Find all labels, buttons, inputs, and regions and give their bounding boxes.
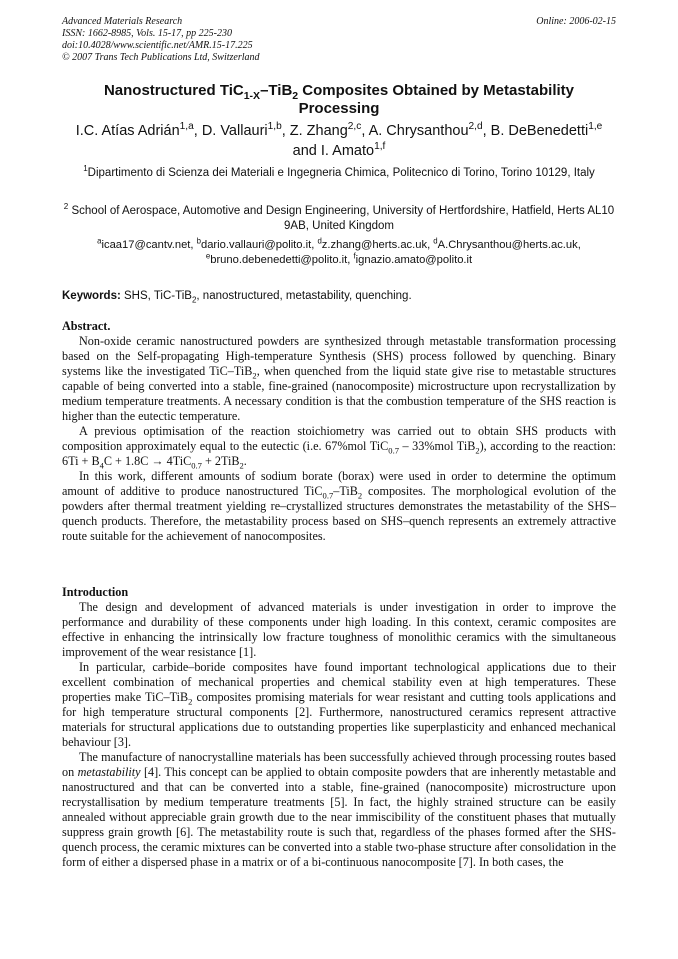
author: Z. Zhang$^{2,c}$,	[289, 121, 369, 139]
introduction-heading: Introduction	[62, 585, 129, 599]
introduction-paragraph: The manufacture of nanocrystalline materials has been successfully achieved through processing routes based on metastability [4]. This concept can be applied to obtain composite powders that are inherently metastable and nanostructured and that can be converted into a stable, fine-grained (nanocomposite) microstructure upon recrystallisation by medium temperature treatments [5]. In fact, the highly strained structure can be easily annealed without appreciable grain growth due to the near immiscibility of the constituent phases that mutually suppress grain growth [6]. The metastability route is such that, regardless of the phases formed after the SHS-quench process, the ceramic mixtures can be converted into a stable two-phase structure after consolidation in the form of either a dispersed phase in a matrix or of a bi-continuous nanocomposite [7]. In both cases, the	[62, 750, 617, 869]
email-link[interactable]: icaa17@cantv.net	[101, 239, 191, 251]
author: D. Vallauri$^{1,b}$,	[201, 121, 290, 139]
keywords: Keywords: SHS, TiC-TiB$_2$, nanostructured, metastability, quenching.	[62, 290, 412, 305]
keywords-label: Keywords:	[62, 290, 121, 302]
journal-header	[62, 16, 260, 64]
email-link[interactable]: ignazio.amato@polito.it	[355, 254, 473, 266]
author: I.C. Atías Adrián$^{1,a}$,	[75, 121, 202, 139]
email-list: $^a$icaa17@cantv.net, $^b$dario.vallauri@polito.it, $^d$z.zhang@herts.ac.uk, $^d$A.Chrysanthou@herts.ac.uk, $^e$bruno.debenedetti@polito.it, $^f$ignazio.amato@polito.it	[97, 236, 581, 266]
online-date: Online: 2006-02-15	[536, 16, 616, 27]
journal-doi: doi:10.4028/www.scientific.net/AMR.15-17.225	[62, 40, 253, 51]
email-link[interactable]: A.Chrysanthou@herts.ac.uk	[437, 239, 578, 251]
author: A. Chrysanthou$^{2,d}$,	[368, 121, 491, 139]
email-link[interactable]: z.zhang@herts.ac.uk	[321, 239, 428, 251]
affiliation-2: $^2$ School of Aerospace, Automotive and Design Engineering, University of Hertfordshire, Hatfield, Herts AL10 9AB, United Kingdom	[63, 202, 615, 232]
journal-issn: ISSN: 1662-8985, Vols. 15-17, pp 225-230	[62, 28, 232, 39]
email-link[interactable]: dario.vallauri@polito.it	[200, 239, 312, 251]
introduction-paragraph: In particular, carbide–boride composites have found important technological applications due to their excellent combination of mechanical properties and chemical stability even at high temperatures. These properties make TiC–TiB$_2$ composites promising materials for wear resistant and cutting tools applications and for high temperature structural components [2]. Furthermore, nanostructured ceramics represent attractive materials for structural applications due to outstanding properties like superplasticity and enhanced mechanical behaviour [3].	[62, 660, 616, 749]
introduction-paragraph: The design and development of advanced materials is under investigation in order to improve the performance and durability of these components under high loading. In this context, ceramic composites are effective in enhancing the intrinsically low fracture toughness of monolithic ceramics with the simultaneous improvement of the wear resistance [1].	[62, 600, 616, 659]
journal-copyright: © 2007 Trans Tech Publications Ltd, Switzerland	[62, 52, 260, 63]
email-link[interactable]: bruno.debenedetti@polito.it	[210, 254, 348, 266]
abstract-paragraph: Non-oxide ceramic nanostructured powders are synthesized through metastable transformation processing based on the Self-propagating High-temperature Synthesis (SHS) process followed by quenching. Binary systems like the investigated TiC–TiB$_2$, when quenched from the liquid state give rise to metastable structures capable of being converted into a stable, fine-grained (nanocomposite) microstructure upon recrystallization by medium temperature treatments. A necessary condition is that the combustion temperature of the SHS reaction is higher than the eutectic temperature.	[62, 334, 616, 423]
abstract-section	[62, 319, 616, 544]
introduction-section	[62, 585, 616, 870]
abstract-paragraph: A previous optimisation of the reaction stoichiometry was carried out to obtain SHS products with composition approximately equal to the eutectic (i.e. 67%mol TiC$_{0.7}$ – 33%mol TiB$_2$), according to the reaction: $6Ti + B_4C + 1.8C \to 4TiC_{0.7} + 2TiB_2$.	[62, 424, 616, 471]
journal-name: Advanced Materials Research	[62, 16, 183, 27]
abstract-paragraph: In this work, different amounts of sodium borate (borax) were used in order to determine the optimum amount of additive to produce nanostructured TiC$_{0.7}$–TiB$_2$ composites. The morphological evolution of the powders after thermal treatment yielding re–crystallized structures demonstrates the metastability of the SHS–quench products. Therefore, the metastability process based on SHS–quench represents an extremely attractive route suitable for the achievement of nanocomposites.	[62, 469, 616, 543]
abstract-heading: Abstract.	[62, 319, 111, 333]
author-list	[62, 121, 616, 161]
affiliation-1: $^1$Dipartimento di Scienza dei Materiali e Ingegneria Chimica, Politecnico di Torino, Torino 10129, Italy	[83, 164, 595, 179]
author: B. DeBenedetti$^{1,e}$ and	[292, 121, 603, 159]
author: I. Amato$^{1,f}$	[320, 141, 386, 159]
paper-title: Nanostructured TiC$_{1-X}$–TiB$_2$ Composites Obtained by Metastability Processing	[103, 82, 575, 117]
